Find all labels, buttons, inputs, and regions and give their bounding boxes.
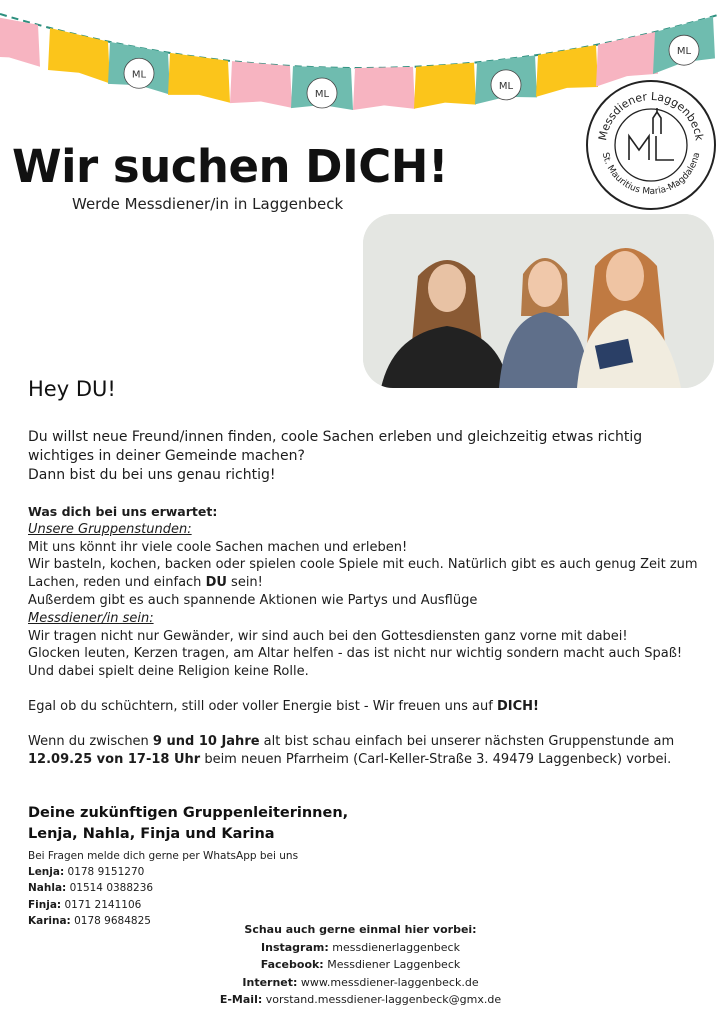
page-title: Wir suchen DICH!: [12, 140, 448, 193]
contact-finja: Finja: 0171 2141106: [28, 898, 142, 911]
contact-karina: Karina: 0178 9684825: [28, 915, 151, 928]
bunting-flag: [0, 14, 40, 67]
body-content: [28, 428, 698, 768]
invitation-text: Wenn du zwischen 9 und 10 Jahre alt bist schau einfach bei unserer nächsten Gruppenstunde am 12.09.25 von 17-18 Uhr beim neuen Pfarrheim (Carl-Keller-Straße 3. 49479 Laggenbeck) vorbei.: [28, 733, 675, 767]
flag-logo-mark: ML: [676, 46, 692, 58]
altar-server-line-2: Glocken leuten, Kerzen tragen, am Altar helfen - das ist nicht nur wichtig sondern macht auch Spaß!: [28, 646, 683, 662]
group-lessons-line-1: Mit uns könnt ihr viele coole Sachen machen und erleben!: [28, 539, 408, 555]
group-lessons-line-3: Außerdem gibt es auch spannende Aktionen wie Partys und Ausflüge: [28, 592, 478, 608]
bunting-flag: [230, 61, 292, 108]
flag-logo-mark: ML: [314, 89, 330, 101]
contact-lenja: Lenja: 0178 9151270: [28, 866, 145, 878]
svg-text:Messdiener Laggenbeck: Messdiener Laggenbeck: [596, 89, 706, 142]
altar-server-line-3: Und dabei spielt deine Religion keine Rolle.: [28, 664, 309, 680]
whatsapp-note: Bei Fragen melde dich gerne per WhatsApp bei uns: [28, 850, 299, 862]
page-subtitle: Werde Messdiener/in in Laggenbeck: [72, 195, 344, 213]
links-section: [0, 921, 721, 1009]
contact-nahla: Nahla: 01514 0388236: [28, 882, 154, 895]
email-link[interactable]: E-Mail: vorstand.messdiener-laggenbeck@gmx.de: [219, 993, 502, 1006]
flag-logo-mark: ML: [498, 80, 514, 92]
website-link[interactable]: Internet: www.messdiener-laggenbeck.de: [242, 975, 479, 989]
altar-server-line-1: Wir tragen nicht nur Gewänder, wir sind auch bei den Gottesdiensten ganz vorne mit dabei!: [28, 628, 628, 644]
instagram-link[interactable]: Instagram: messdienerlaggenbeck: [261, 940, 460, 954]
svg-text:St. Mauritius Maria-Magdalena: St. Mauritius Maria-Magdalena: [599, 151, 703, 198]
facebook-link[interactable]: Facebook: Messdiener Laggenbeck: [260, 958, 461, 971]
bunting-flag: [353, 67, 415, 110]
intro-text: Du willst neue Freund/innen finden, coole Sachen erleben und gleichzeitig etwas richtig wichtiges in deiner Gemeinde machen?: [28, 429, 643, 464]
group-lessons-line-2: Wir basteln, kochen, backen oder spielen coole Spiele mit euch. Natürlich gibt es auch genug Zeit zum Lachen, reden und einfach DU sein!: [28, 557, 698, 591]
messdiener-seal-logo: [584, 78, 718, 212]
group-leaders-photo: [363, 214, 714, 388]
altar-server-subheading: Messdiener/in sein:: [28, 610, 154, 626]
greeting-heading: Hey DU!: [28, 377, 116, 401]
flag-logo-mark: ML: [131, 69, 147, 81]
leaders-heading-2: Lenja, Nahla, Finja und Karina: [28, 826, 275, 842]
group-leaders-section: [28, 803, 348, 930]
expect-heading: Was dich bei uns erwartet:: [28, 504, 218, 519]
intro-text-2: Dann bist du bei uns genau richtig!: [28, 467, 276, 483]
links-heading: Schau auch gerne einmal hier vorbei:: [244, 923, 477, 936]
bunting-flag: [48, 28, 110, 84]
bunting-flag: [168, 53, 230, 103]
energy-statement: Egal ob du schüchtern, still oder voller Energie bist - Wir freuen uns auf DICH!: [28, 698, 539, 714]
bunting-flag: [414, 63, 476, 109]
leaders-heading-1: Deine zukünftigen Gruppenleiterinnen,: [28, 805, 349, 821]
group-lessons-subheading: Unsere Gruppenstunden:: [28, 521, 192, 537]
